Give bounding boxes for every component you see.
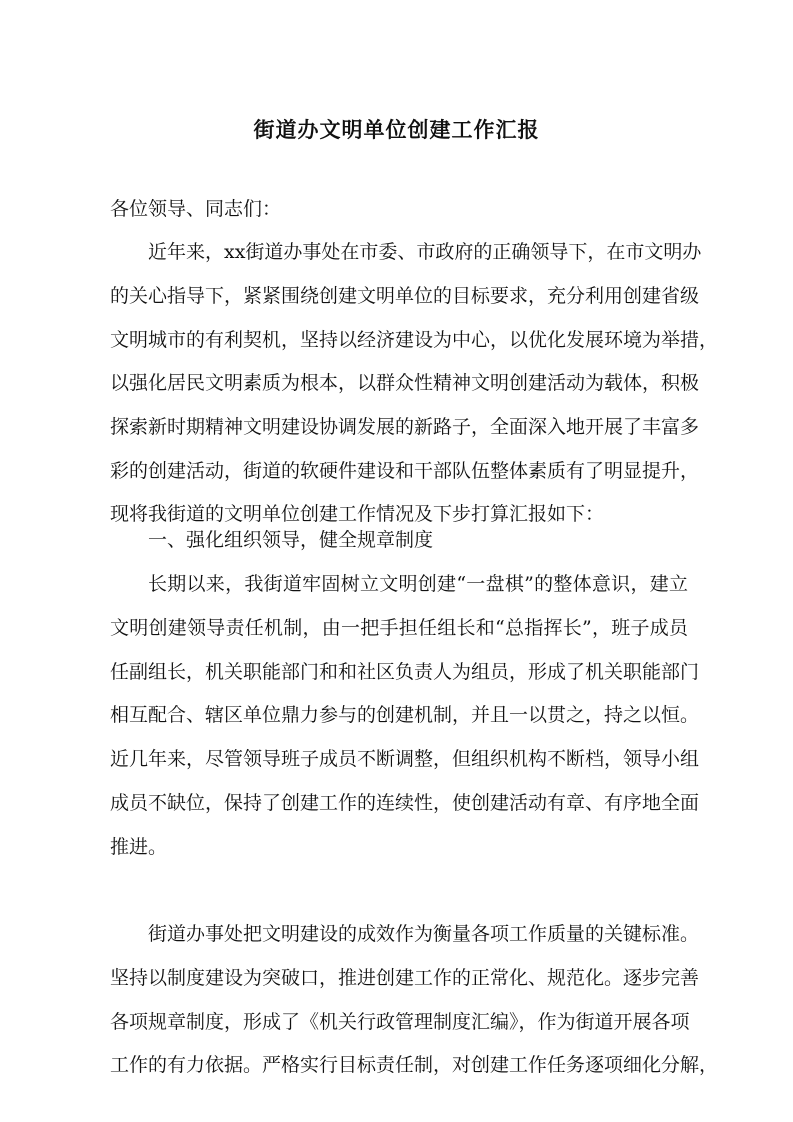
paragraph-line: 现将我街道的文明单位创建工作情况及下步打算汇报如下：	[110, 503, 605, 525]
paragraph-line: 坚持以制度建设为突破口，推进创建工作的正常化、规范化。逐步完善	[110, 967, 700, 989]
paragraph-line: 各项规章制度，形成了《机关行政管理制度汇编》，作为街道开展各项	[110, 1011, 690, 1033]
paragraph-line: 长期以来，我街道牢固树立文明创建“一盘棋”的整体意识，建立	[148, 573, 688, 595]
paragraph-line: 文明城市的有利契机，坚持以经济建设为中心，以优化发展环境为举措，	[110, 329, 719, 351]
paragraph-line: 街道办事处把文明建设的成效作为衡量各项工作质量的关键标准。	[148, 923, 700, 945]
paragraph-line: 彩的创建活动，街道的软硬件建设和干部队伍整体素质有了明显提升，	[110, 460, 700, 482]
paragraph-line: 探索新时期精神文明建设协调发展的新路子，全面深入地开展了丰富多	[110, 416, 700, 438]
document-title: 街道办文明单位创建工作汇报	[253, 117, 540, 142]
paragraph-line: 相互配合、辖区单位鼎力参与的创建机制，并且一以贯之，持之以恒。	[110, 704, 700, 726]
paragraph-line: 以强化居民文明素质为根本，以群众性精神文明创建活动为载体，积极	[110, 372, 700, 394]
section-heading: 一、强化组织领导，健全规章制度	[148, 529, 434, 551]
paragraph-line: 文明创建领导责任机制，由一把手担任组长和“总指挥长”，班子成员	[110, 617, 688, 639]
paragraph-line: 任副组长，机关职能部门和和社区负责人为组员，形成了机关职能部门	[110, 661, 700, 683]
paragraph-line: 近几年来，尽管领导班子成员不断调整，但组织机构不断档，领导小组	[110, 748, 700, 770]
salutation: 各位领导、同志们：	[110, 198, 282, 220]
paragraph-line: 推进。	[110, 836, 168, 858]
paragraph-line: 工作的有力依据。严格实行目标责任制，对创建工作任务逐项细化分解，	[110, 1054, 719, 1076]
paragraph-line: 的关心指导下，紧紧围绕创建文明单位的目标要求，充分利用创建省级	[110, 285, 700, 307]
paragraph-line: 近年来，xx街道办事处在市委、市政府的正确领导下，在市文明办	[148, 241, 702, 263]
paragraph-line: 成员不缺位，保持了创建工作的连续性，使创建活动有章、有序地全面	[110, 792, 700, 814]
